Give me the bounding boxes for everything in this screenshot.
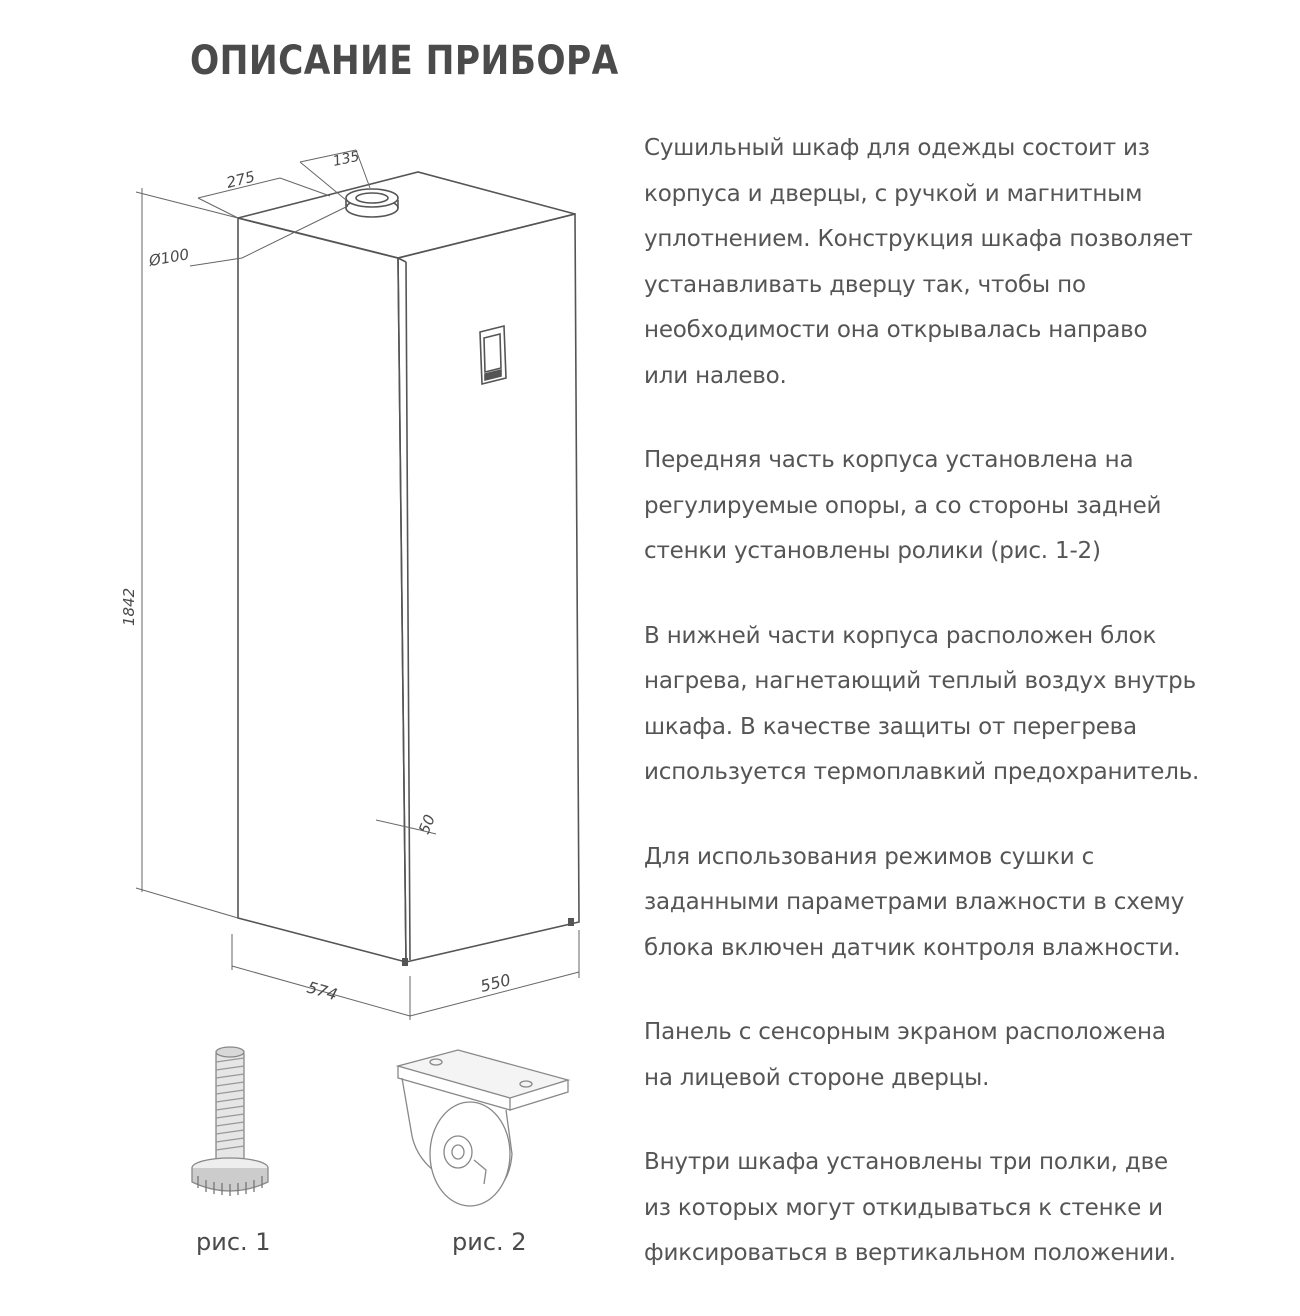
cabinet-door [398, 214, 579, 962]
dim-50-line [376, 820, 420, 830]
dim-50-label: 50 [415, 812, 439, 837]
paragraph-supports: Передняя часть корпуса установлена на регулируемые опоры, а со стороны задней стенки установлены ролики (рис. 1-2) [644, 447, 1162, 564]
dim-574-label: 574 [304, 977, 340, 1005]
fig1-caption: рис. 1 [196, 1228, 271, 1256]
cabinet-feet [402, 918, 574, 966]
dim-diameter-label: Ø100 [147, 245, 191, 270]
dim-height-label: 1842 [120, 587, 138, 626]
paragraph-construction: Сушильный шкаф для одежды состоит из корпуса и дверцы, с ручкой и магнитным уплотнением. Конструкция шкафа позволяет устанавливать дверцу так, чтобы по необходимости она открывалась направо или налево. [644, 135, 1193, 389]
door-edge [406, 262, 410, 960]
dim-550-label: 550 [478, 970, 513, 996]
paragraph-heating: В нижней части корпуса расположен блок нагрева, нагнетающий теплый воздух внутрь шкафа. В качестве защиты от перегрева используется термоплавкий предохранитель. [644, 622, 1200, 785]
paragraph-shelves: Внутри шкафа установлены три полки, две из которых могут откидываться к стенке и фиксироваться в вертикальном положении. [644, 1149, 1176, 1266]
paragraph-humidity: Для использования режимов сушки с заданными параметрами влажности в схему блока включен датчик контроля влажности. [644, 843, 1185, 961]
dim-diameter-leader [190, 206, 348, 266]
cabinet-top [238, 172, 575, 258]
cabinet-side-panel [238, 218, 406, 962]
caster-wheel-figure [388, 1044, 578, 1214]
fig2-caption: рис. 2 [452, 1228, 527, 1256]
vent-pipe-icon [346, 189, 398, 217]
page-title: ОПИСАНИЕ ПРИБОРА [190, 38, 619, 84]
control-panel-icon [480, 326, 506, 384]
cabinet-drawing [120, 140, 600, 1030]
description-column [644, 126, 1244, 1316]
paragraph-panel: Панель с сенсорным экраном расположена на лицевой стороне дверцы. [644, 1019, 1166, 1091]
dim-275-label: 275 [224, 167, 257, 192]
adjustable-foot-figure [180, 1040, 290, 1210]
dim-135-label: 135 [331, 148, 361, 170]
